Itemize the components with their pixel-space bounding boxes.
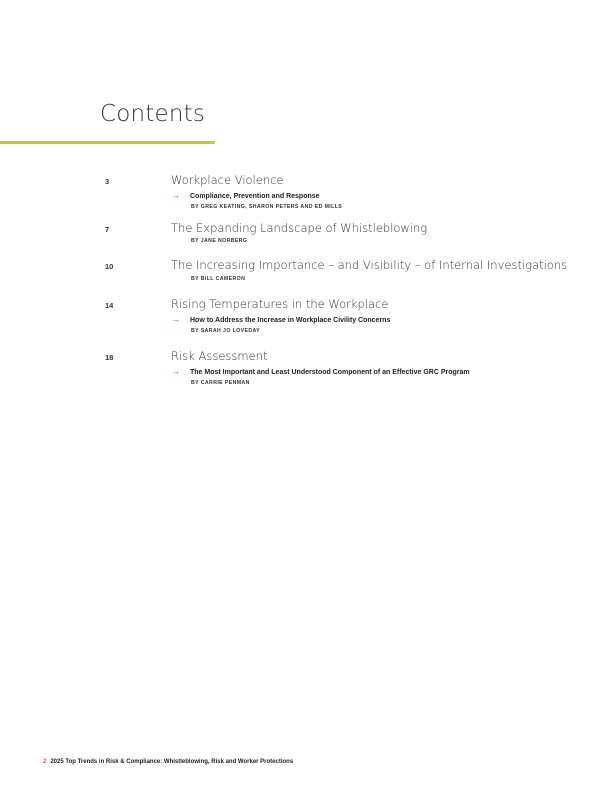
arrow-right-icon: → (171, 366, 180, 376)
toc-page-number: 18 (105, 353, 114, 362)
toc-entry-title[interactable]: The Expanding Landscape of Whistleblowing (171, 221, 428, 235)
toc-page-number: 7 (105, 225, 110, 234)
page-title: Contents (100, 101, 206, 127)
toc-page-number: 10 (105, 262, 114, 271)
toc-entry-title[interactable]: Rising Temperatures in the Workplace (171, 297, 389, 311)
toc-entry-subtitle: → Compliance, Prevention and Response (171, 190, 320, 200)
toc-entry-author: BY BILL CAMERON (191, 276, 246, 282)
toc-page-number: 3 (105, 177, 110, 186)
footer-text: 2025 Top Trends in Risk & Compliance: Whistleblowing, Risk and Worker Protections (50, 759, 294, 765)
toc-entry-author: BY JANE NORBERG (191, 238, 248, 244)
toc-entry-author: BY CARRIE PENMAN (191, 380, 250, 386)
toc-entry-subtitle: → The Most Important and Least Understood Component of an Effective GRC Program (171, 366, 470, 376)
toc-entry-title[interactable]: Risk Assessment (171, 349, 268, 363)
arrow-right-icon: → (171, 190, 180, 200)
toc-entry-title[interactable]: The Increasing Importance – and Visibility – of Internal Investigations (171, 258, 568, 272)
toc-entry-title[interactable]: Workplace Violence (171, 173, 284, 187)
page-footer (43, 759, 293, 765)
toc-entry-author: BY SARAH JO LOVEDAY (191, 328, 260, 334)
toc-page-number: 14 (105, 301, 114, 310)
toc-entry-subtitle: → How to Address the Increase in Workplace Civility Concerns (171, 314, 391, 324)
accent-rule (0, 141, 215, 144)
arrow-right-icon: → (171, 314, 180, 324)
footer-page-number: 2 (43, 759, 47, 765)
toc-entry-author: BY GREG KEATING, SHARON PETERS AND ED MILLS (191, 204, 343, 210)
